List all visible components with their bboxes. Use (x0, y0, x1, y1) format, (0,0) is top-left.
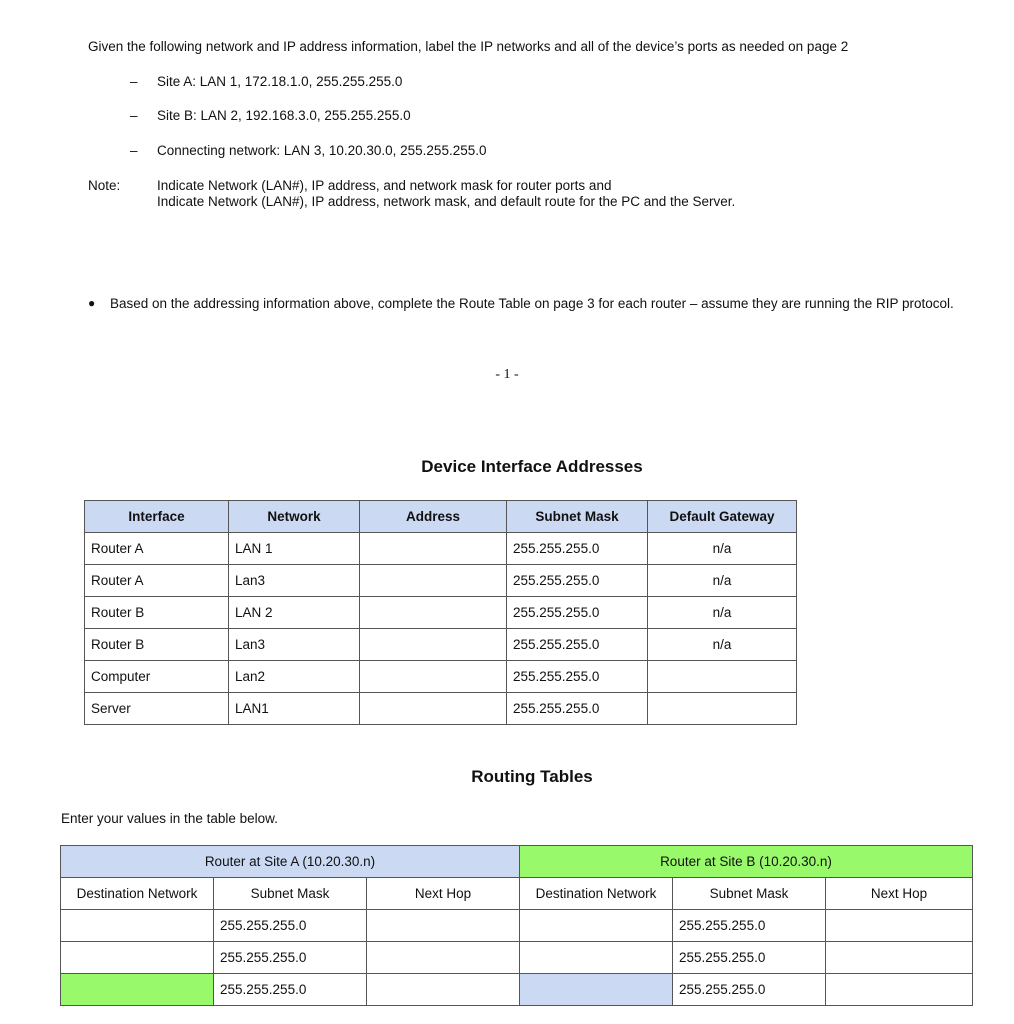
network-cell: Lan2 (229, 661, 360, 693)
mask-cell: 255.255.255.0 (507, 597, 648, 629)
routing-tables-title: Routing Tables (471, 767, 593, 786)
mask-cell: 255.255.255.0 (507, 693, 648, 725)
table-row (85, 597, 797, 629)
network-cell: LAN1 (229, 693, 360, 725)
a-next-hop-cell[interactable] (367, 910, 520, 942)
b-next-hop-cell[interactable] (826, 974, 973, 1006)
address-cell[interactable] (360, 693, 507, 725)
interface-cell: Router A (85, 533, 229, 565)
gateway-cell: n/a (648, 629, 797, 661)
router-b-header: Router at Site B (10.20.30.n) (520, 846, 973, 878)
a-mask-cell: 255.255.255.0 (214, 942, 367, 974)
col-interface: Interface (85, 501, 229, 533)
network-cell: Lan3 (229, 629, 360, 661)
page-number: - 1 - (495, 367, 519, 382)
table-row (85, 693, 797, 725)
a-mask-cell: 255.255.255.0 (214, 910, 367, 942)
b-col-destination: Destination Network (520, 878, 673, 910)
table-row (85, 533, 797, 565)
gateway-cell: n/a (648, 533, 797, 565)
address-cell[interactable] (360, 565, 507, 597)
b-destination-cell[interactable] (520, 974, 673, 1006)
interface-cell: Router B (85, 629, 229, 661)
note-text (157, 178, 735, 210)
address-cell[interactable] (360, 629, 507, 661)
table-row (85, 629, 797, 661)
col-default-gateway: Default Gateway (648, 501, 797, 533)
a-mask-cell: 255.255.255.0 (214, 974, 367, 1006)
a-col-destination: Destination Network (61, 878, 214, 910)
gateway-cell[interactable] (648, 661, 797, 693)
a-col-next-hop: Next Hop (367, 878, 520, 910)
intro-text: Given the following network and IP address information, label the IP networks and all of the device’s ports as needed on page 2 (88, 39, 849, 54)
a-col-subnet-mask: Subnet Mask (214, 878, 367, 910)
note-line-1: Indicate Network (LAN#), IP address, and network mask for router ports and (157, 178, 612, 193)
interface-cell: Router B (85, 597, 229, 629)
column-header-row (61, 878, 973, 910)
b-destination-cell[interactable] (520, 910, 673, 942)
network-cell: LAN 2 (229, 597, 360, 629)
b-destination-cell[interactable] (520, 942, 673, 974)
address-cell[interactable] (360, 661, 507, 693)
bullet-dot: ● (88, 296, 96, 310)
note-line-2: Indicate Network (LAN#), IP address, network mask, and default route for the PC and the Server. (157, 194, 736, 209)
a-next-hop-cell[interactable] (367, 942, 520, 974)
interface-cell: Server (85, 693, 229, 725)
gateway-cell: n/a (648, 565, 797, 597)
note-label: Note: (88, 178, 121, 193)
mask-cell: 255.255.255.0 (507, 661, 648, 693)
gateway-cell: n/a (648, 597, 797, 629)
gateway-cell[interactable] (648, 693, 797, 725)
table-row (61, 974, 973, 1006)
a-destination-cell[interactable] (61, 942, 214, 974)
b-mask-cell: 255.255.255.0 (673, 974, 826, 1006)
network-cell: Lan3 (229, 565, 360, 597)
a-next-hop-cell[interactable] (367, 974, 520, 1006)
interface-cell: Computer (85, 661, 229, 693)
address-cell[interactable] (360, 533, 507, 565)
dash-bullet: – (130, 108, 138, 123)
a-destination-cell[interactable] (61, 910, 214, 942)
b-next-hop-cell[interactable] (826, 942, 973, 974)
router-a-header: Router at Site A (10.20.30.n) (61, 846, 520, 878)
interface-cell: Router A (85, 565, 229, 597)
address-cell[interactable] (360, 597, 507, 629)
routing-table (60, 845, 973, 1006)
site-b-text: Site B: LAN 2, 192.168.3.0, 255.255.255.0 (157, 108, 411, 123)
rip-instruction: Based on the addressing information above, complete the Route Table on page 3 for each router – assume they are running the RIP protocol. (110, 296, 954, 311)
col-subnet-mask: Subnet Mask (507, 501, 648, 533)
dash-bullet: – (130, 143, 138, 158)
mask-cell: 255.255.255.0 (507, 565, 648, 597)
dash-bullet: – (130, 74, 138, 89)
b-mask-cell: 255.255.255.0 (673, 942, 826, 974)
network-cell: LAN 1 (229, 533, 360, 565)
table-row (61, 942, 973, 974)
router-header-row (61, 846, 973, 878)
device-interface-table (84, 500, 797, 725)
routing-instruction: Enter your values in the table below. (61, 811, 278, 826)
b-mask-cell: 255.255.255.0 (673, 910, 826, 942)
site-a-text: Site A: LAN 1, 172.18.1.0, 255.255.255.0 (157, 74, 403, 89)
table-row (85, 661, 797, 693)
b-col-next-hop: Next Hop (826, 878, 973, 910)
a-destination-cell[interactable] (61, 974, 214, 1006)
device-table-title: Device Interface Addresses (421, 457, 643, 476)
col-network: Network (229, 501, 360, 533)
table-header-row (85, 501, 797, 533)
mask-cell: 255.255.255.0 (507, 533, 648, 565)
b-next-hop-cell[interactable] (826, 910, 973, 942)
connecting-network-text: Connecting network: LAN 3, 10.20.30.0, 255.255.255.0 (157, 143, 487, 158)
table-row (85, 565, 797, 597)
b-col-subnet-mask: Subnet Mask (673, 878, 826, 910)
table-row (61, 910, 973, 942)
col-address: Address (360, 501, 507, 533)
mask-cell: 255.255.255.0 (507, 629, 648, 661)
